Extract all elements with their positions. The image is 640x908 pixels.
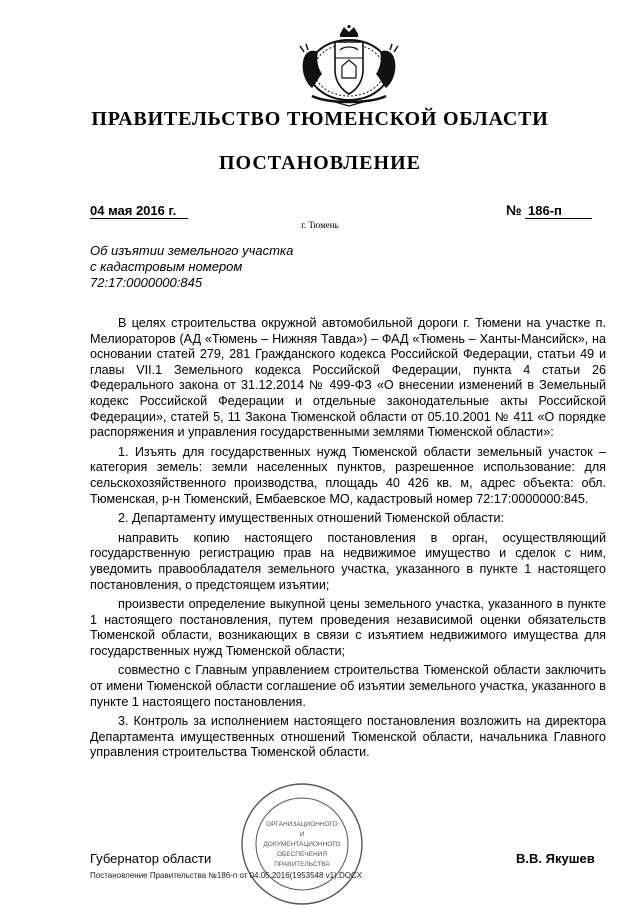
document-type-heading: ПОСТАНОВЛЕНИЕ (219, 152, 421, 174)
signatory-title: Губернатор области (90, 851, 212, 866)
stamp-text: ОРГАНИЗАЦИОННОГО (266, 821, 338, 828)
organization-title: ПРАВИТЕЛЬСТВО ТЮМЕНСКОЙ ОБЛАСТИ (91, 108, 549, 130)
item-1-paragraph: 1. Изъять для государственных нужд Тюменской области земельный участок – категория земель: земли населенных пунктов, разрешенное использование: для сельскохозяйственного производства, площадь 40 426 кв. м, адрес объекта: обл. Тюменская, р-н Тюменский, Ембаевское МО, кадастровый номер 72:17:0000000:845. (90, 444, 606, 506)
preamble-paragraph: В целях строительства окружной автомобильной дороги г. Тюмени на участке п. Мелиораторов (АД «Тюмень – Нижняя Тавда») – ФАД «Тюмень – Ханты-Мансийск», на основании статей 279, 281 Гражданского кодекса Российской Федерации, статьи 49 и главы VII.1 Земельного кодекса Российской Федерации, пункта 4 статьи 26 Федерального закона от 31.12.2014 № 499-ФЗ «О внесении изменений в Земельный кодекс Российской Федерации и отдельные законодательные акты Российской Федерации», статей 5, 11 Закона Тюменской области от 05.10.2001 № 411 «О порядке распоряжения и управления государственными землями Тюменской области»: (90, 316, 606, 440)
stamp-text: И (299, 831, 305, 838)
document-subject (90, 243, 390, 291)
coat-of-arms-icon (298, 24, 400, 108)
item-2c-paragraph: совместно с Главным управлением строительства Тюменской области заключить от имени Тюменской области соглашение об изъятии земельного участка, указанного в пункте 1 настоящего постановления. (90, 663, 606, 709)
signatory-name: В.В. Якушев (516, 851, 595, 866)
official-stamp-icon (238, 780, 366, 908)
footer-file-name: Постановление Правительства №186-п от 04.05.2016(1953548 v1).DOCX (90, 871, 363, 880)
stamp-text: ДОКУМЕНТАЦИОННОГО (263, 841, 341, 848)
stamp-text: ОБЕСПЕЧЕНИЯ (276, 851, 328, 858)
document-city: г. Тюмень (301, 220, 339, 230)
stamp-text: ПРАВИТЕЛЬСТВА (274, 861, 330, 868)
document-date: 04 мая 2016 г. (90, 203, 188, 219)
subject-line: 72:17:0000000:845 (90, 275, 203, 290)
item-2-paragraph: 2. Департаменту имущественных отношений Тюменской области: (118, 511, 505, 526)
document-number-label: № (506, 202, 522, 218)
document-number: 186-п (525, 203, 592, 219)
item-3-paragraph: 3. Контроль за исполнением настоящего постановления возложить на директора Департамента имущественных отношений Тюменской области, начальника Главного управления строительства Тюменской области. (90, 714, 606, 760)
document-body (90, 316, 606, 765)
subject-line: Об изъятии земельного участка (90, 243, 294, 258)
subject-line: с кадастровым номером (90, 259, 243, 274)
item-2b-paragraph: произвести определение выкупной цены земельного участка, указанного в пункте 1 настоящего постановления, путем проведения независимой оценки обязательств Тюменской области, возникающих в связи с изъятием недвижимого имущества для государственных нужд Тюменской области; (90, 597, 606, 658)
item-2a-paragraph: направить копию настоящего постановления в орган, осуществляющий государственную регистрацию прав на недвижимое имущество и сделок с ним, уведомить правообладателя земельного участка, указанного в пункте 1 настоящего постановления, о предстоящем изъятии; (90, 530, 606, 592)
